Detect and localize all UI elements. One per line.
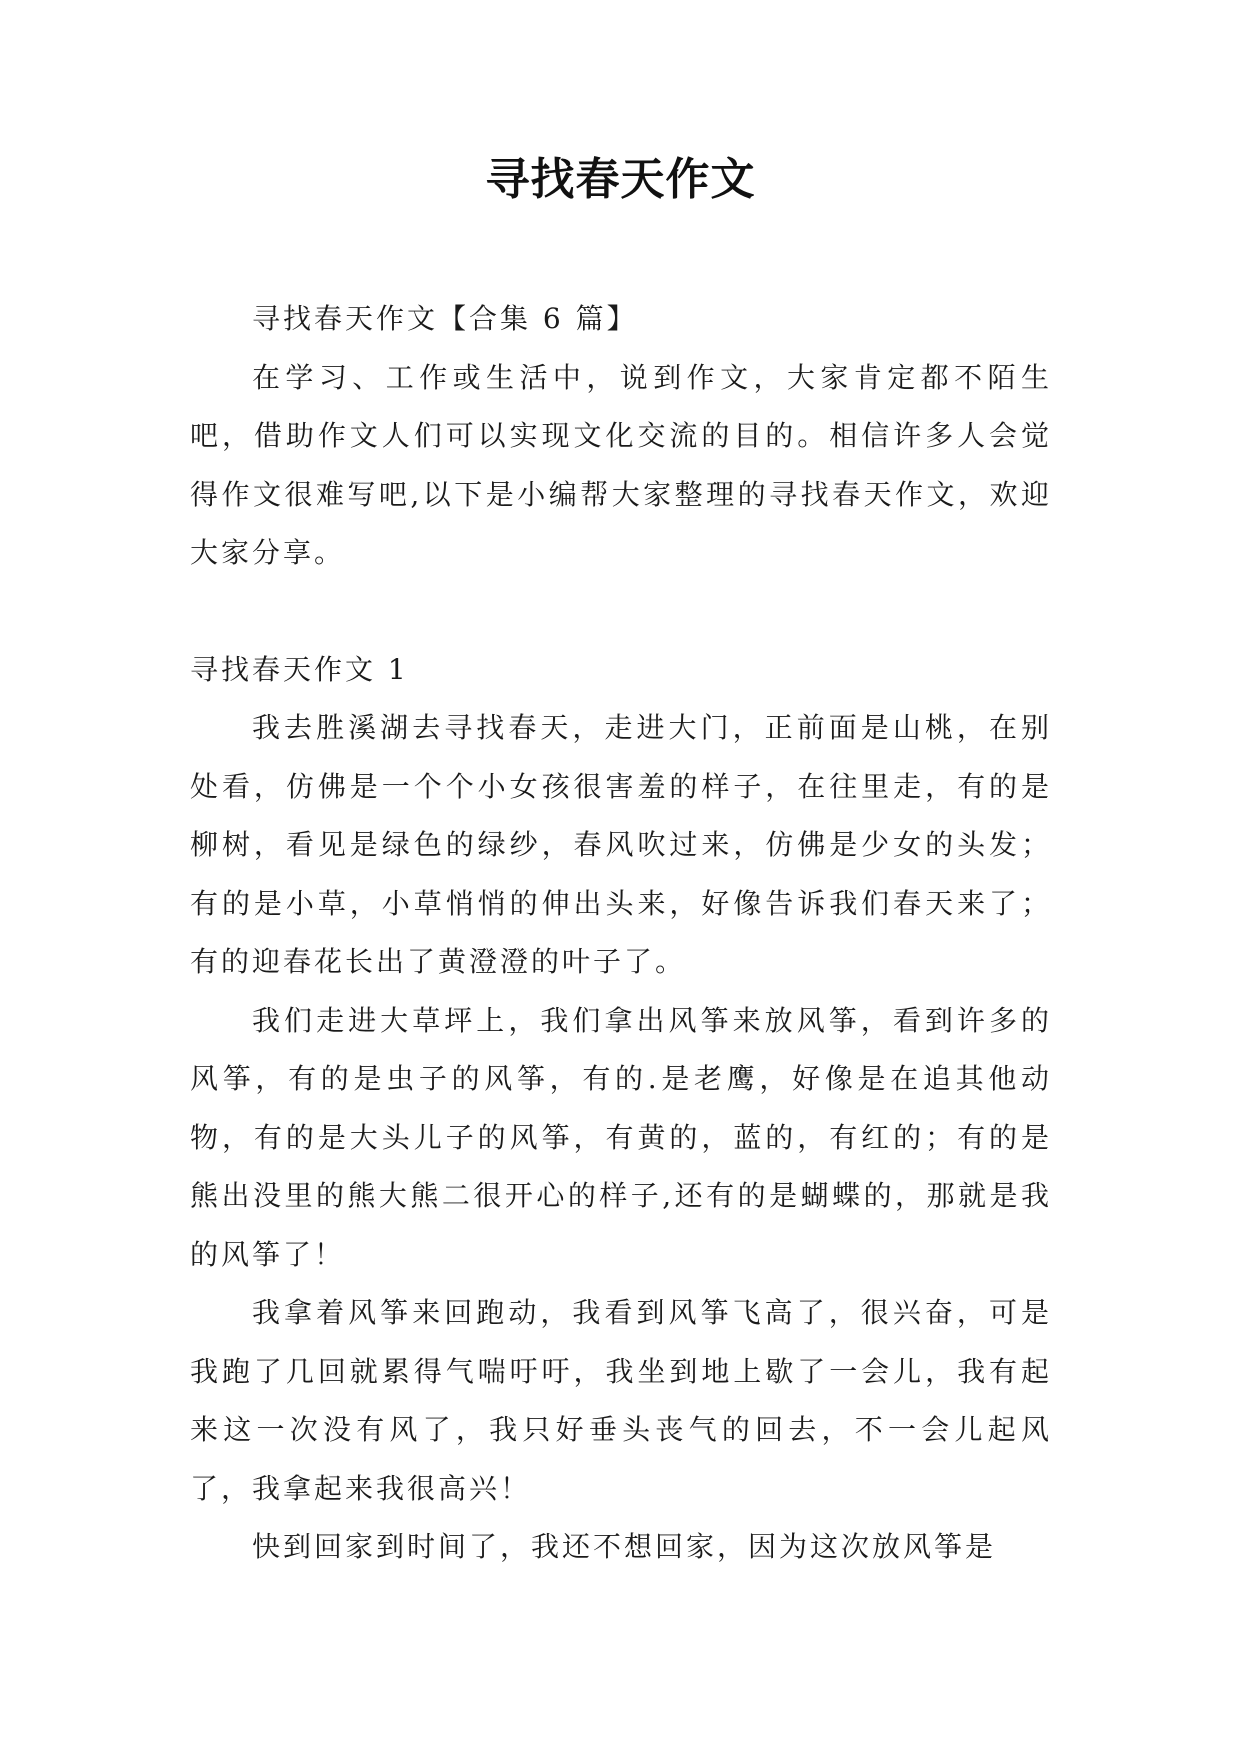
intro-paragraph: 在学习、工作或生活中，说到作文，大家肯定都不陌生吧，借助作文人们可以实现文化交流的目的。相信许多人会觉得作文很难写吧,以下是小编帮大家整理的寻找春天作文，欢迎大家分享。: [190, 360, 1052, 569]
essay-paragraph: 我拿着风筝来回跑动，我看到风筝飞高了，很兴奋，可是我跑了几回就累得气喘吁吁，我坐到地上歇了一会儿，我有起来这一次没有风了，我只好垂头丧气的回去，不一会儿起风了，我拿起来我很高兴！: [190, 1296, 1052, 1505]
document-body: [190, 290, 1052, 1577]
essay-paragraph: 我去胜溪湖去寻找春天，走进大门，正前面是山桃，在别处看，仿佛是一个个小女孩很害羞的样子，在往里走，有的是柳树，看见是绿色的绿纱，春风吹过来，仿佛是少女的头发；有的是小草，小草悄悄的伸出头来，好像告诉我们春天来了；有的迎春花长出了黄澄澄的叶子了。: [190, 711, 1052, 978]
document-title: 寻找春天作文: [485, 154, 756, 205]
collection-subtitle: 寻找春天作文【合集 6 篇】: [252, 302, 638, 335]
essay-paragraph: 快到回家到时间了，我还不想回家，因为这次放风筝是: [252, 1530, 997, 1563]
section-heading: 寻找春天作文 1: [190, 652, 409, 686]
section-spacer: [190, 583, 1052, 641]
essay-paragraph: 我们走进大草坪上，我们拿出风筝来放风筝，看到许多的风筝，有的是虫子的风筝，有的.是老鹰，好像是在追其他动物，有的是大头儿子的风筝，有黄的，蓝的，有红的；有的是熊出没里的熊大熊二很开心的样子,还有的是蝴蝶的，那就是我的风筝了！: [190, 1003, 1052, 1271]
